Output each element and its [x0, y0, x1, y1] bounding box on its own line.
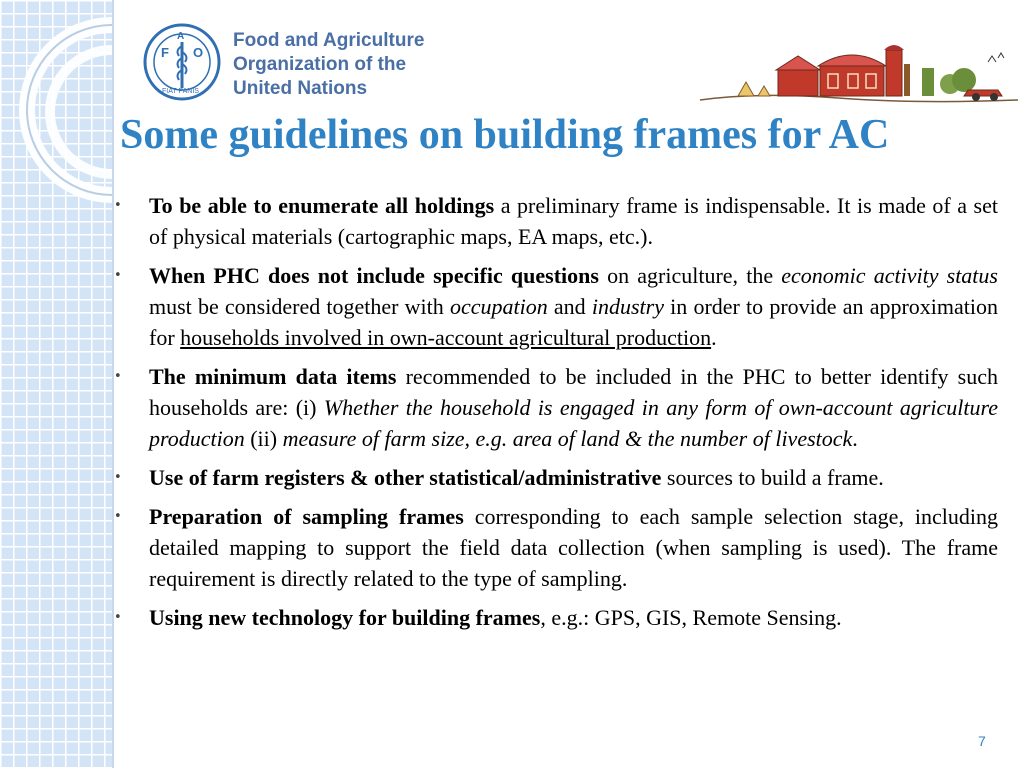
page-number: 7 — [978, 733, 986, 749]
fao-logo — [142, 22, 222, 102]
logo-motto: FIAT PANIS — [162, 88, 199, 95]
bullet-text: recommended to be included in the PHC to better identify such households are: (i) — [149, 364, 998, 420]
bullet-text: . — [852, 426, 858, 451]
bullet-marker: • — [114, 369, 122, 384]
bullet-text: , e.g.: GPS, GIS, Remote Sensing. — [540, 605, 842, 630]
organization-name-line-1: Food and Agriculture — [233, 30, 425, 51]
logo-letter-o: O — [193, 45, 204, 60]
bullet-text: (ii) — [244, 426, 283, 451]
bullet-lead: The minimum data items — [149, 364, 397, 389]
bullet-emphasis: occupation — [449, 294, 548, 319]
farm-illustration — [698, 40, 1020, 108]
logo-letter-a: A — [177, 31, 185, 42]
bullet-marker: • — [114, 610, 122, 625]
organization-name — [233, 29, 424, 101]
bullet-underlined: households involved in own-account agricultural production — [180, 325, 712, 350]
bullet-item-minimum-data — [110, 361, 998, 454]
bullet-item-enumerate-holdings — [110, 190, 998, 252]
bullet-emphasis: Whether the household is engaged in any form of own-account agriculture production — [149, 395, 998, 451]
bullet-lead: Preparation of sampling frames — [149, 504, 464, 529]
bullet-item-sampling-frames — [110, 501, 998, 594]
bullet-marker: • — [114, 470, 122, 485]
bullet-item-new-technology — [110, 602, 998, 633]
bullet-marker: • — [114, 198, 122, 213]
bullet-text: must be considered together with — [149, 294, 450, 319]
bullet-item-phc-questions — [110, 260, 998, 353]
bullet-text: and — [547, 294, 592, 319]
bullet-list — [110, 190, 998, 641]
bullet-text: in order to provide an approximation for — [149, 294, 998, 350]
bullet-lead: Use of farm registers & other statistical/administrative — [149, 465, 662, 490]
bullet-marker: • — [114, 509, 122, 524]
bullet-text: corresponding to each sample selection stage, including detailed mapping to support the field data collection (when sampling is used). The frame requirement is directly related to the type of sampling. — [149, 504, 999, 591]
bullet-emphasis: industry — [591, 294, 664, 319]
bullet-text: . — [711, 325, 717, 350]
bullet-lead: To be able to enumerate all holdings — [149, 193, 495, 218]
bullet-emphasis: measure of farm size, e.g. area of land & the number of livestock — [282, 426, 853, 451]
bullet-text: sources to build a frame. — [661, 465, 884, 490]
bullet-text: on agriculture, the — [598, 263, 782, 288]
bullet-emphasis: economic activity status — [781, 263, 998, 288]
bullet-marker: • — [114, 268, 122, 283]
bullet-text: a preliminary frame is indispensable. It is made of a set of physical materials (cartographic maps, EA maps, etc.). — [149, 193, 998, 249]
bullet-lead: When PHC does not include specific questions — [149, 263, 599, 288]
organization-name-line-3: United Nations — [233, 78, 368, 99]
organization-name-line-2: Organization of the — [233, 54, 407, 75]
slide-title: Some guidelines on building frames for AC — [120, 112, 890, 158]
logo-letter-f: F — [161, 45, 169, 60]
bullet-item-farm-registers — [110, 462, 998, 493]
bullet-lead: Using new technology for building frames — [149, 605, 541, 630]
